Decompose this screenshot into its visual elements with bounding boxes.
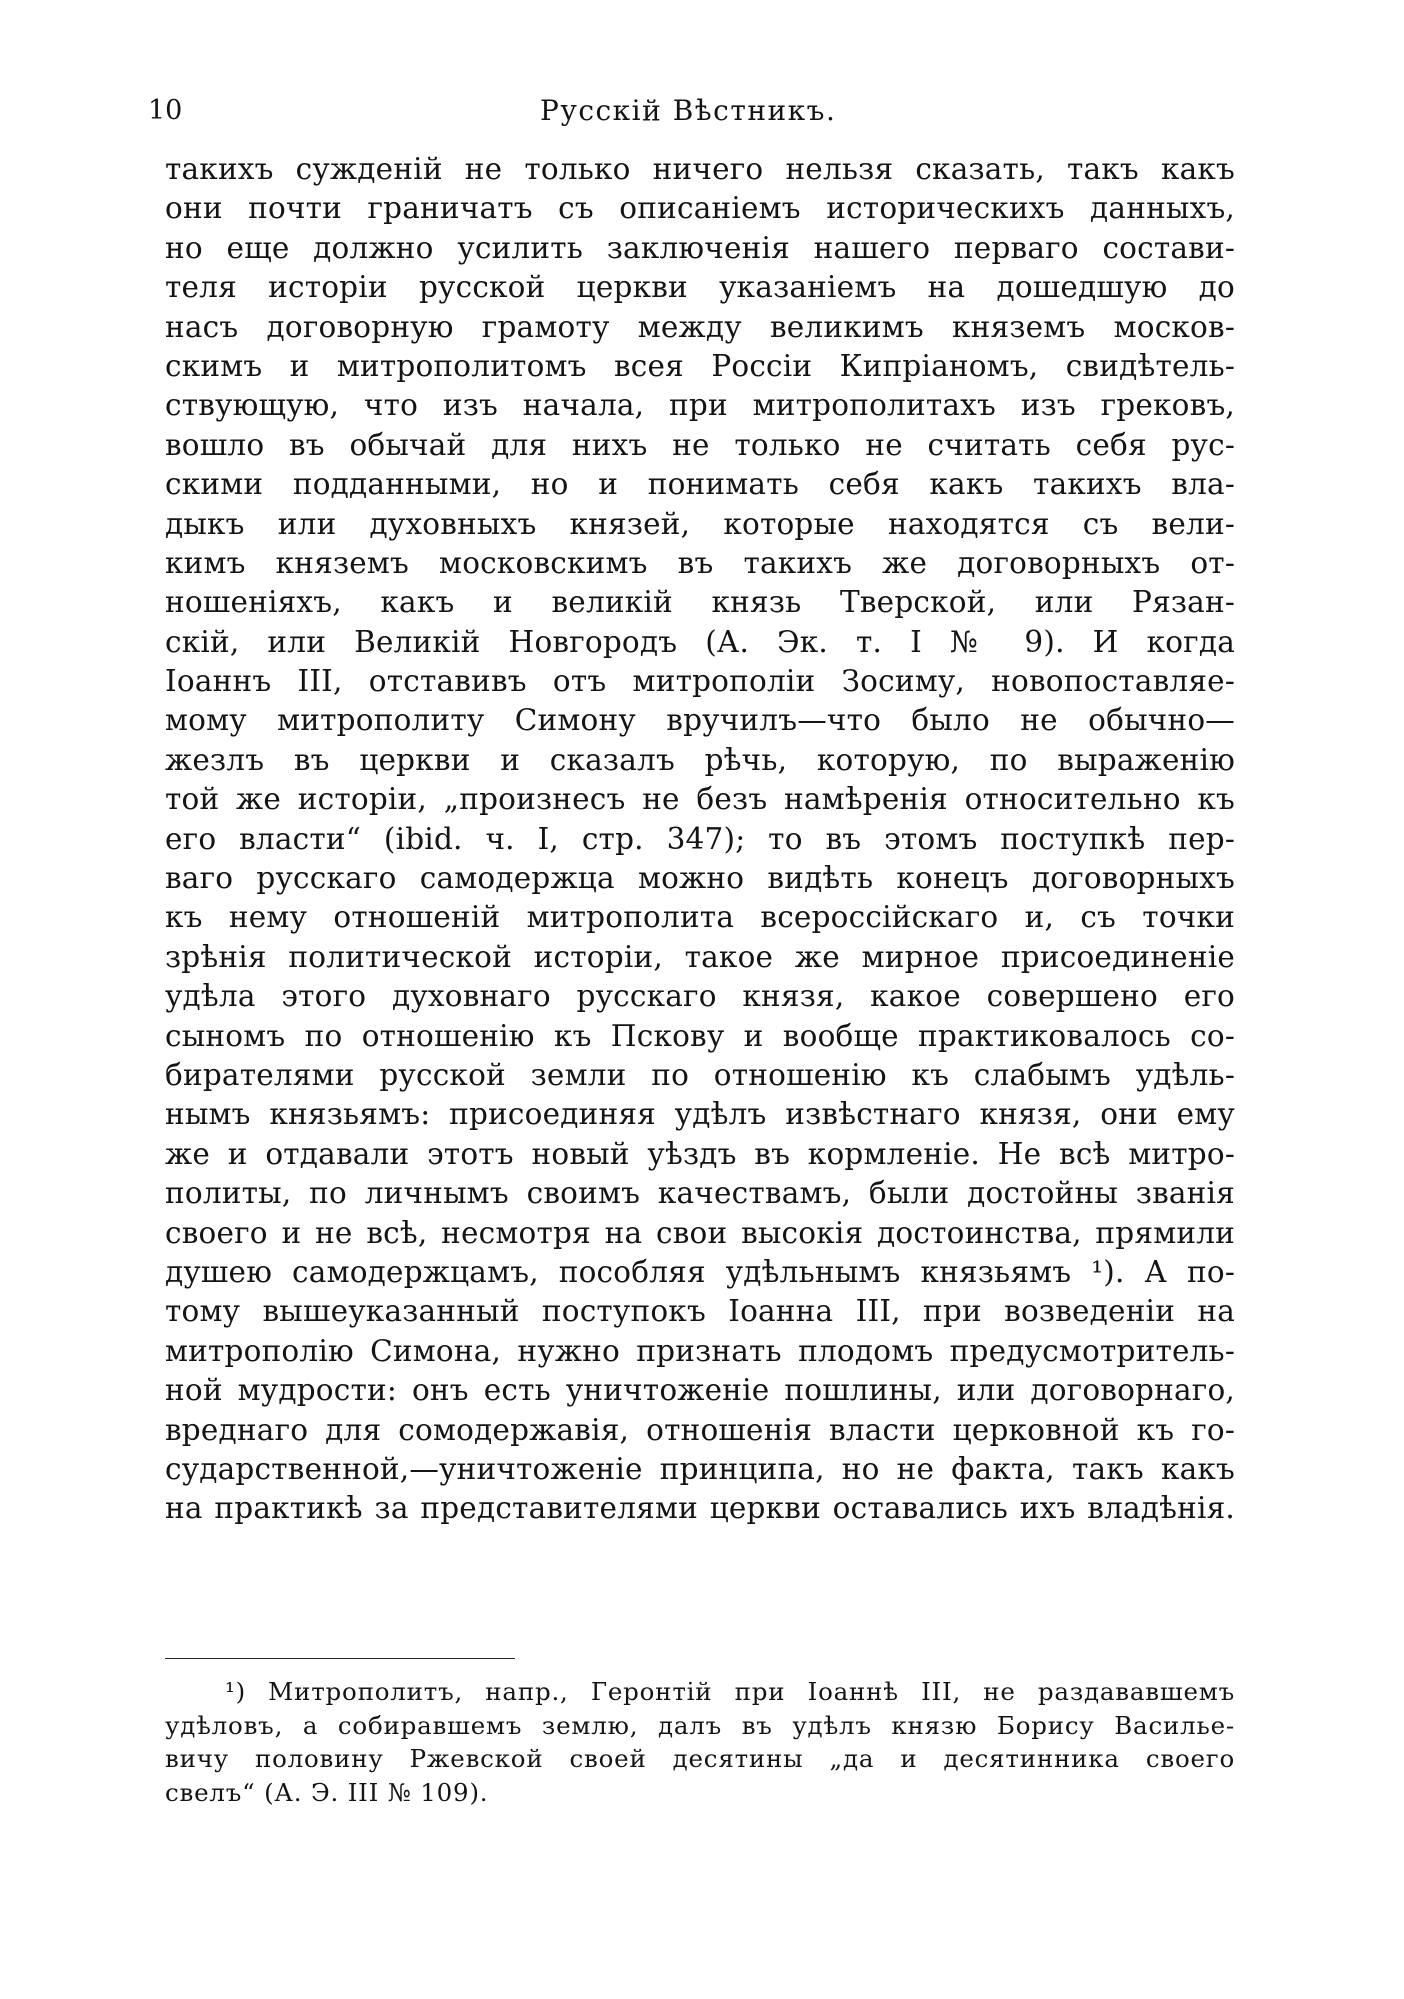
body-line: скими подданными, но и понимать себя какъ такихъ вла- — [165, 467, 1235, 502]
body-line: теля исторіи русской церкви указаніемъ на дошедшую до — [165, 270, 1235, 305]
body-line: жезлъ въ церкви и сказалъ рѣчь, которую, по выраженію — [165, 742, 1235, 777]
body-line: насъ договорную грамоту между великимъ княземъ москов- — [165, 309, 1235, 344]
footnote-divider — [165, 1658, 515, 1659]
body-line: сыномъ по отношенію къ Пскову и вообще практиковалось со- — [165, 1018, 1235, 1053]
body-line: вошло въ обычай для нихъ не только не считать себя рус- — [165, 427, 1235, 462]
body-line: дыкъ или духовныхъ князей, которые находятся съ вели- — [165, 506, 1235, 541]
body-line: на практикѣ за представителями церкви оставались ихъ владѣнія. — [165, 1491, 1235, 1526]
body-line: удѣла этого духовнаго русскаго князя, какое совершено его — [165, 979, 1235, 1014]
body-text — [165, 150, 1235, 1529]
body-line: къ нему отношеній митрополита всероссійскаго и, съ точки — [165, 900, 1235, 935]
body-line: ношеніяхъ, какъ и великій князь Тверской, или Рязан- — [165, 585, 1235, 620]
body-line: нымъ князьямъ: присоединяя удѣлъ извѣстнаго князя, они ему — [165, 1097, 1235, 1132]
footnote-line: вичу половину Ржевской своей десятины „да и десятинника своего — [165, 1744, 1235, 1773]
body-line: его власти“ (ibid. ч. I, стр. 347); то въ этомъ поступкѣ пер- — [165, 821, 1235, 856]
body-line: скимъ и митрополитомъ всея Россіи Кипріаномъ, свидѣтель- — [165, 348, 1235, 383]
footnote-line: ¹) Митрополитъ, напр., Геронтій при Іоаннѣ III, не раздававшемъ — [225, 1677, 1235, 1706]
body-line: той же исторіи, „произнесъ не безъ намѣренія относительно къ — [165, 782, 1235, 817]
body-line: своего и не всѣ, несмотря на свои высокія достоинства, прямили — [165, 1215, 1235, 1250]
body-line: ствующую, что изъ начала, при митрополитахъ изъ грековъ, — [165, 388, 1235, 423]
footnote-line: свелъ“ (А. Э. III № 109). — [165, 1777, 489, 1807]
page-number: 10 — [148, 95, 183, 126]
footnote-line: удѣловъ, а собиравшемъ землю, далъ въ удѣлъ князю Борису Василье- — [165, 1710, 1235, 1740]
running-title: Русскій Вѣстникъ. — [540, 94, 837, 127]
body-line: ной мудрости: онъ есть уничтоженіе пошлины, или договорнаго, — [165, 1373, 1235, 1408]
body-line: вреднаго для сомодержавія, отношенія власти церковной къ го- — [165, 1412, 1235, 1447]
body-line: зрѣнія политической исторіи, такое же мирное присоединеніе — [165, 939, 1235, 974]
body-line: сударственной,—уничтоженіе принципа, но не факта, такъ какъ — [165, 1451, 1235, 1486]
body-line: кимъ княземъ московскимъ въ такихъ же договорныхъ от- — [165, 545, 1235, 580]
body-line: такихъ сужденій не только ничего нельзя сказать, такъ какъ — [165, 152, 1235, 186]
body-line: мому митрополиту Симону вручилъ—что было не обычно— — [165, 703, 1235, 738]
body-line: душею самодержцамъ, пособляя удѣльнымъ князьямъ ¹). А по- — [165, 1254, 1235, 1289]
footnote — [165, 1675, 1235, 1809]
body-line: же и отдавали этотъ новый уѣздъ въ кормленіе. Не всѣ митро- — [165, 1136, 1235, 1171]
body-line: митрополію Симона, нужно признать плодомъ предусмотритель- — [165, 1333, 1235, 1368]
body-line: Іоаннъ III, отставивъ отъ митрополіи Зосиму, новопоставляе- — [165, 664, 1235, 699]
body-line: тому вышеуказанный поступокъ Іоанна III, при возведеніи на — [165, 1294, 1235, 1329]
body-line: ваго русскаго самодержца можно видѣть конецъ договорныхъ — [165, 861, 1235, 896]
body-line: они почти граничатъ съ описаніемъ историческихъ данныхъ, — [165, 191, 1235, 226]
body-line: политы, по личнымъ своимъ качествамъ, были достойны званія — [165, 1176, 1235, 1211]
body-line: бирателями русской земли по отношенію къ слабымъ удѣль- — [165, 1057, 1235, 1092]
body-line: скій, или Великій Новгородъ (А. Эк. т. I № 9). И когда — [165, 624, 1235, 659]
body-line: но еще должно усилить заключенія нашего перваго состави- — [165, 230, 1235, 265]
